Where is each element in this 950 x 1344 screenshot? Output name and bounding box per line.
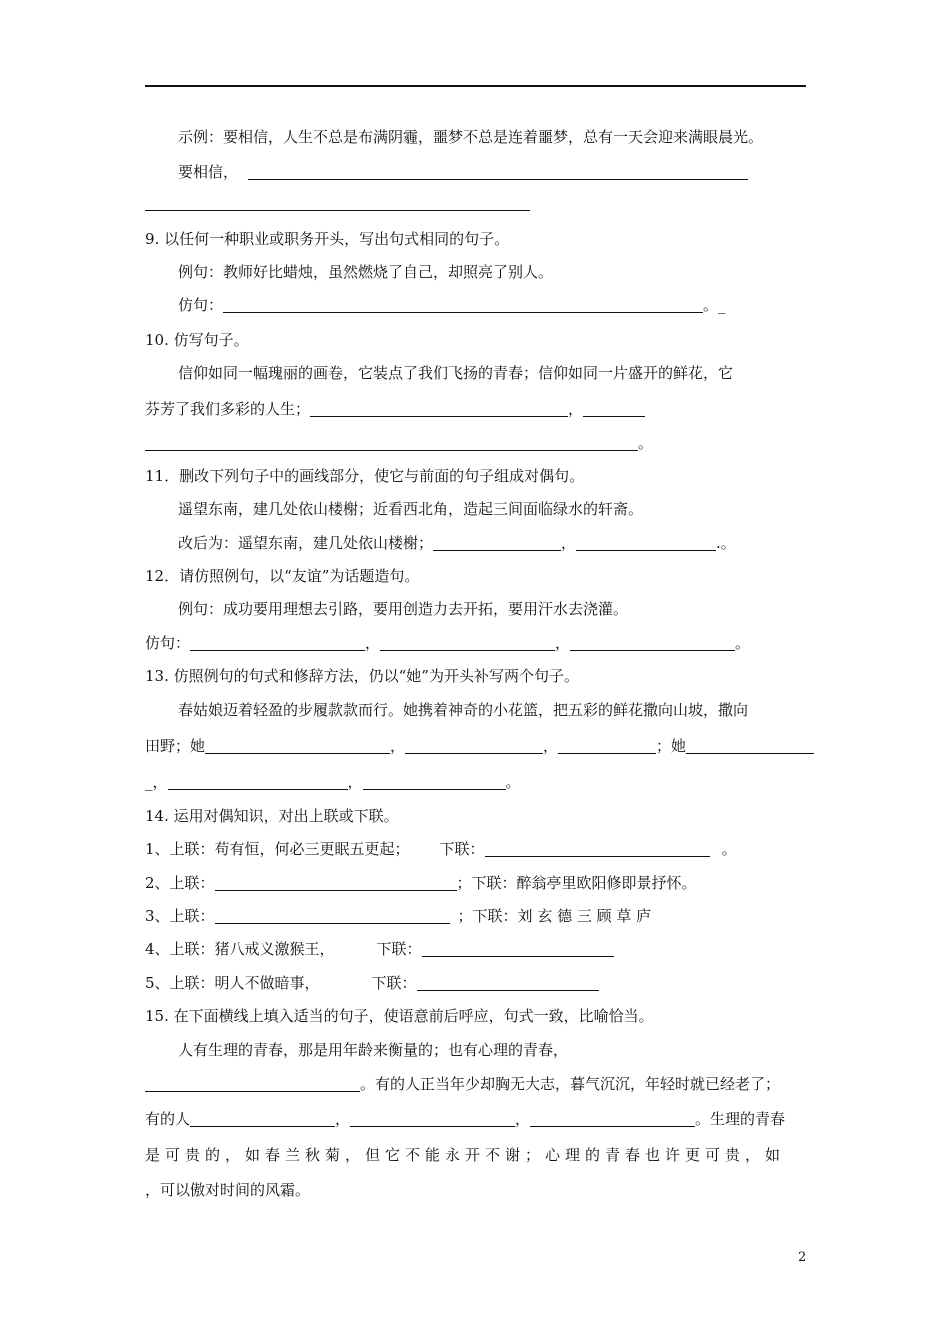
passage-line: 信仰如同一幅瑰丽的画卷，它装点了我们飞扬的青春；信仰如同一片盛开的鲜花，它	[178, 364, 734, 382]
passage-line: ，可以傲对时间的风霜。	[145, 1181, 311, 1199]
couplet-4: 4、上联：猪八戒义激猴王， 下联：	[145, 939, 614, 959]
fill-line: 芬芳了我们多彩的人生； ，	[145, 399, 645, 419]
fill-line: 有的人 ， ， 。生理的青春	[145, 1110, 786, 1128]
question-11: 11．删改下列句子中的画线部分，使它与前面的句子组成对偶句。	[145, 467, 585, 485]
fill-line: 仿句： ， ， 。	[145, 634, 751, 652]
answer-blank[interactable]	[405, 738, 543, 754]
answer-blank[interactable]	[145, 1076, 360, 1092]
top-rule	[145, 85, 806, 87]
fill-line: 要相信，	[178, 162, 748, 182]
answer-blank[interactable]	[145, 435, 638, 451]
answer-blank[interactable]	[530, 1111, 695, 1127]
question-9: 9. 以任何一种职业或职务开头，写出句式相同的句子。	[145, 230, 510, 248]
answer-blank[interactable]	[380, 635, 555, 651]
answer-blank[interactable]	[350, 1111, 515, 1127]
answer-blank[interactable]	[190, 1111, 335, 1127]
page-number: 2	[798, 1250, 807, 1265]
example-sentence: 例句：教师好比蜡烛，虽然燃烧了自己，却照亮了别人。	[178, 263, 554, 281]
couplet-5: 5、上联：明人不做暗事， 下联：	[145, 973, 599, 993]
passage-line: 是可贵的，如春兰秋菊，但它不能永开不谢；心理的青春也许更可贵，如	[145, 1146, 786, 1164]
fill-line: 。有的人正当年少却胸无大志，暮气沉沉，年轻时就已经老了；	[145, 1074, 780, 1094]
example-sentence: 示例：要相信，人生不总是布满阴霾，噩梦不总是连着噩梦，总有一天会迎来满眼晨光。	[178, 128, 764, 146]
answer-blank[interactable]	[576, 535, 716, 551]
answer-blank[interactable]	[310, 401, 568, 417]
answer-blank[interactable]	[417, 975, 599, 991]
answer-blank[interactable]	[223, 297, 703, 313]
answer-blank[interactable]	[215, 875, 457, 891]
answer-blank[interactable]	[686, 738, 814, 754]
question-15: 15. 在下面横线上填入适当的句子，使语意前后呼应，句式一致，比喻恰当。	[145, 1007, 654, 1025]
answer-blank[interactable]	[422, 941, 614, 957]
couplet-3: 3、上联： ；下联：刘 玄 德 三 顾 草 庐	[145, 907, 652, 925]
question-10: 10. 仿写句子。	[145, 331, 249, 349]
couplet-2: 2、上联： ；下联：醉翁亭里欧阳修即景抒怀。	[145, 874, 697, 892]
answer-blank[interactable]	[190, 635, 365, 651]
answer-blank[interactable]	[205, 738, 390, 754]
answer-blank[interactable]	[433, 535, 561, 551]
passage-line: 人有生理的青春，那是用年龄来衡量的；也有心理的青春，	[178, 1041, 569, 1059]
question-14: 14. 运用对偶知识，对出上联或下联。	[145, 807, 399, 825]
question-13: 13. 仿照例句的句式和修辞方法，仍以“她”为开头补写两个句子。	[145, 667, 579, 685]
fill-line: 仿句： 。_	[178, 296, 726, 314]
fill-line: _， ， 。	[145, 773, 521, 791]
answer-blank[interactable]	[583, 401, 645, 417]
example-sentence: 例句：成功要用理想去引路，要用创造力去开拓，要用汗水去浇灌。	[178, 600, 629, 618]
question-12: 12．请仿照例句，以“友谊”为话题造句。	[145, 567, 420, 585]
fill-line: 改后为：遥望东南，建几处依山楼榭； ， .。	[178, 534, 736, 552]
couplet-1: 1、上联：苟有恒，何必三更眠五更起； 下联： 。	[145, 840, 737, 858]
answer-blank[interactable]	[215, 908, 450, 924]
passage-line: 春姑娘迈着轻盈的步履款款而行。她携着神奇的小花篮，把五彩的鲜花撒向山坡，撒向	[178, 701, 749, 719]
answer-blank[interactable]	[248, 164, 748, 180]
answer-blank[interactable]	[558, 738, 656, 754]
fill-line: 。	[145, 433, 653, 453]
answer-blank[interactable]	[145, 210, 530, 211]
passage-line: 遥望东南，建几处依山楼榭；近看西北角，造起三间面临绿水的轩斋。	[178, 500, 644, 518]
answer-blank[interactable]	[363, 774, 506, 790]
answer-blank[interactable]	[485, 841, 710, 857]
answer-blank[interactable]	[168, 774, 348, 790]
fill-line: 田野；她 ， ， ；她	[145, 736, 814, 756]
answer-blank[interactable]	[570, 635, 735, 651]
